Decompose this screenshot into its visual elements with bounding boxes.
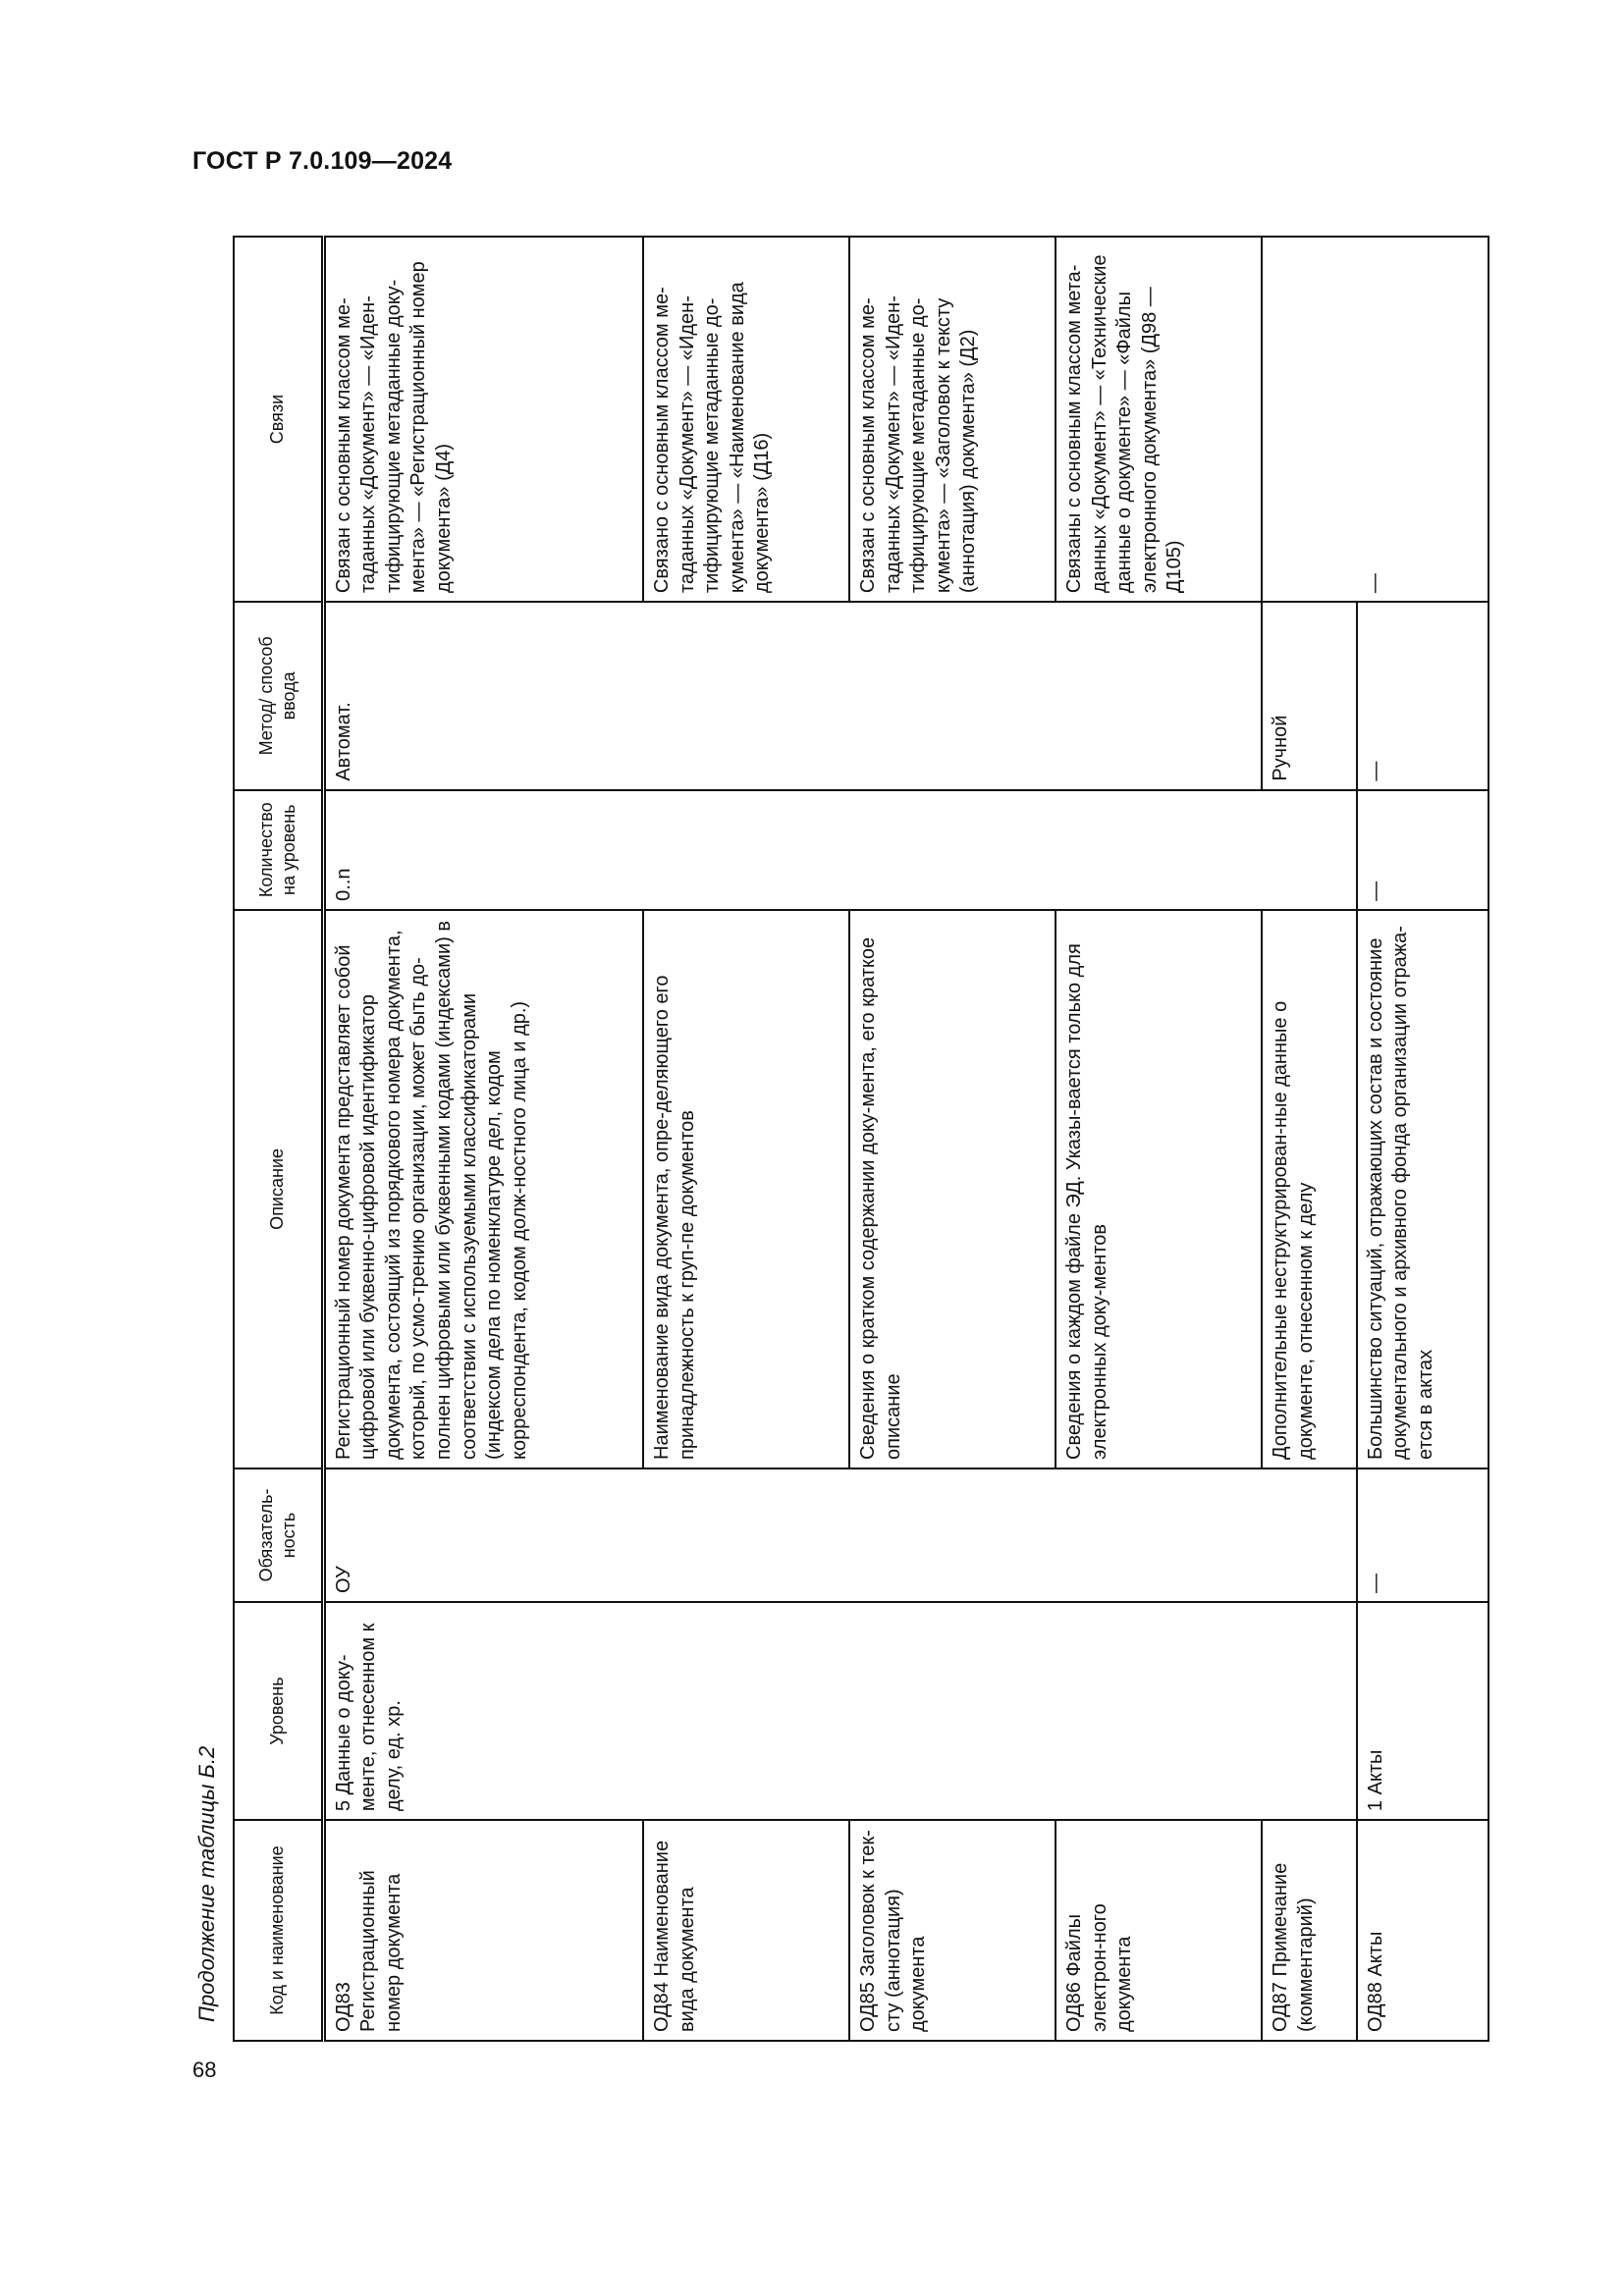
cell-method: Автомат. [323, 602, 1262, 790]
cell-level: 1 Акты [1357, 1602, 1489, 1820]
col-header-links: Связи [234, 237, 323, 602]
cell-level: 5 Данные о доку-менте, отнесенном к делу, ед. хр. [323, 1602, 1357, 1820]
col-header-method: Метод/ способ ввода [234, 602, 323, 790]
cell-links: Связан с основным классом ме-таданных «Документ» — «Иден-тифицирующие метаданные доку-мента» — «Регистрационный номер документа» (Д4) [323, 237, 643, 602]
table-row [323, 237, 643, 2041]
rotated-table-container [233, 236, 1489, 2042]
cell-description: Большинство ситуаций, отражающих состав и состояние документального и архивного фонда организации отража-ется в актах [1357, 910, 1489, 1468]
col-header-description: Описание [234, 910, 323, 1468]
cell-links: — [1262, 237, 1489, 602]
cell-method: — [1357, 602, 1489, 790]
cell-description: Регистрационный номер документа представляет собой цифровой или буквенно-цифровой идентификатор документа, состоящий из порядкового номера документа, который, по усмо-трению организации, может быть до-полнен цифровыми или буквенными кодами (индексами) в соответствии с используемыми классификаторами (индексом дела по номенклатуре дел, кодом корреспондента, кодом долж-ностного лица и др.) [323, 910, 643, 1468]
cell-code: ОД84 Наименование вида документа [643, 1820, 849, 2041]
cell-mandatory: ОУ [323, 1468, 1357, 1602]
document-header-title: ГОСТ Р 7.0.109—2024 [192, 147, 453, 175]
cell-code: ОД85 Заголовок к тек-сту (аннотация) документа [849, 1820, 1056, 2041]
cell-description: Сведения о кратком содержании доку-мента, его краткое описание [849, 910, 1056, 1468]
cell-description: Сведения о каждом файле ЭД. Указы-вается только для электронных доку-ментов [1056, 910, 1262, 1468]
cell-description: Дополнительные неструктурирован-ные данные о документе, отнесенном к делу [1262, 910, 1356, 1468]
cell-description: Наименование вида документа, опре-деляющего его принадлежность к груп-пе документов [643, 910, 849, 1468]
cell-links: Связаны с основным классом мета-данных «Документ» — «Технические данные о документе» — «Файлы электронного документа» (Д98 — Д105) [1056, 237, 1262, 602]
cell-code: ОД88 Акты [1357, 1820, 1489, 2041]
table-header-row [234, 237, 323, 2041]
cell-count: 0..n [323, 790, 1357, 910]
cell-links: Связано с основным классом ме-таданных «Документ» — «Иден-тифицирующие метаданные до-кумента» — «Наименование вида документа» (Д16) [643, 237, 849, 602]
col-header-mandatory: Обязатель-ность [234, 1468, 323, 1602]
cell-code: ОД86 Файлы электрон-ного документа [1056, 1820, 1262, 2041]
metadata-table [233, 236, 1489, 2042]
page-number: 68 [192, 2057, 217, 2082]
cell-code: ОД83 Регистрационный номер документа [323, 1820, 643, 2041]
cell-count: — [1357, 790, 1489, 910]
cell-links: Связан с основным классом ме-таданных «Документ» — «Иден-тифицирующие метаданные до-кумента» — «Заголовок к тексту (аннотация) документа» (Д2) [849, 237, 1056, 602]
cell-method: Ручной [1262, 602, 1356, 790]
col-header-count: Количество на уровень [234, 790, 323, 910]
col-header-level: Уровень [234, 1602, 323, 1820]
cell-mandatory: — [1357, 1468, 1489, 1602]
col-header-code: Код и наименование [234, 1820, 323, 2041]
table-continuation-caption: Продолжение таблицы Б.2 [194, 1745, 219, 2022]
cell-code: ОД87 Примечание (комментарий) [1262, 1820, 1356, 2041]
